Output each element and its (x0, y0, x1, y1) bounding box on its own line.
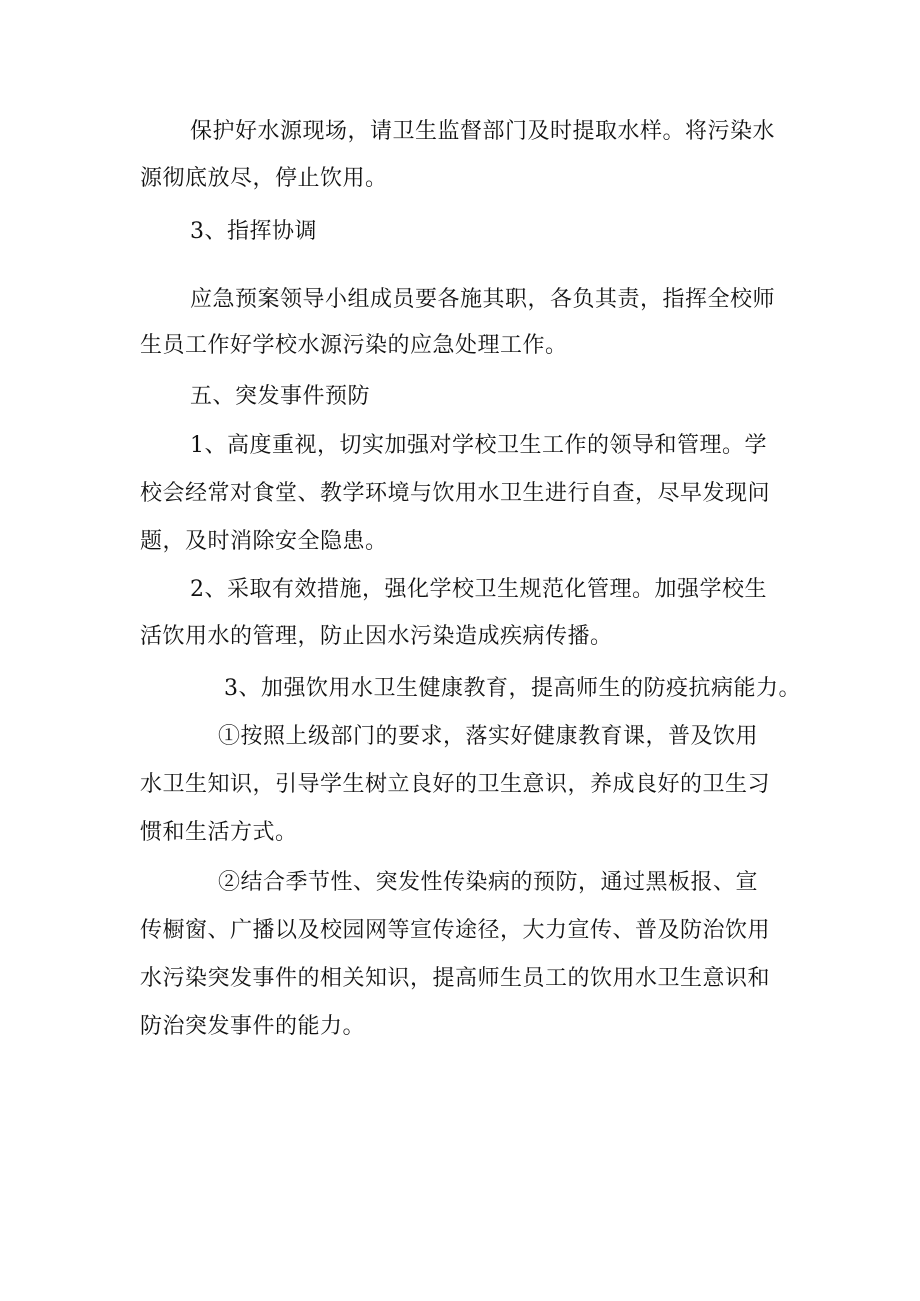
paragraph-line: 源彻底放尽，停止饮用。 (140, 166, 388, 191)
paragraph-line: 应急预案领导小组成员要各施其职，各负其责，指挥全校师 (190, 287, 776, 312)
section-heading: 3、指挥协调 (190, 219, 317, 244)
paragraph-line: 题，及时消除安全隐患。 (140, 529, 388, 554)
section-heading: 五、突发事件预防 (190, 384, 371, 409)
paragraph-line: 惯和生活方式。 (140, 820, 298, 845)
paragraph-line: 传橱窗、广播以及校园网等宣传途径，大力宣传、普及防治饮用 (140, 918, 771, 943)
paragraph-line: 生员工作好学校水源污染的应急处理工作。 (140, 333, 568, 358)
paragraph-line: 保护好水源现场，请卫生监督部门及时提取水样。将污染水 (190, 119, 776, 144)
paragraph-line: 防治突发事件的能力。 (140, 1014, 366, 1039)
paragraph-line: 2、采取有效措施，强化学校卫生规范化管理。加强学校生 (190, 577, 767, 602)
paragraph-line: 1、高度重视，切实加强对学校卫生工作的领导和管理。学 (190, 433, 767, 458)
paragraph-line: ②结合季节性、突发性传染病的预防，通过黑板报、宣 (218, 870, 759, 895)
paragraph-line: 活饮用水的管理，防止因水污染造成疾病传播。 (140, 624, 613, 649)
paragraph-line: ①按照上级部门的要求，落实好健康教育课，普及饮用 (218, 724, 759, 749)
paragraph-line: 3、加强饮用水卫生健康教育，提高师生的防疫抗病能力。 (224, 676, 801, 701)
paragraph-line: 水污染突发事件的相关知识，提高师生员工的饮用水卫生意识和 (140, 966, 771, 991)
paragraph-line: 校会经常对食堂、教学环境与饮用水卫生进行自查，尽早发现问 (140, 481, 771, 506)
paragraph-line: 水卫生知识，引导学生树立良好的卫生意识，养成良好的卫生习 (140, 772, 771, 797)
